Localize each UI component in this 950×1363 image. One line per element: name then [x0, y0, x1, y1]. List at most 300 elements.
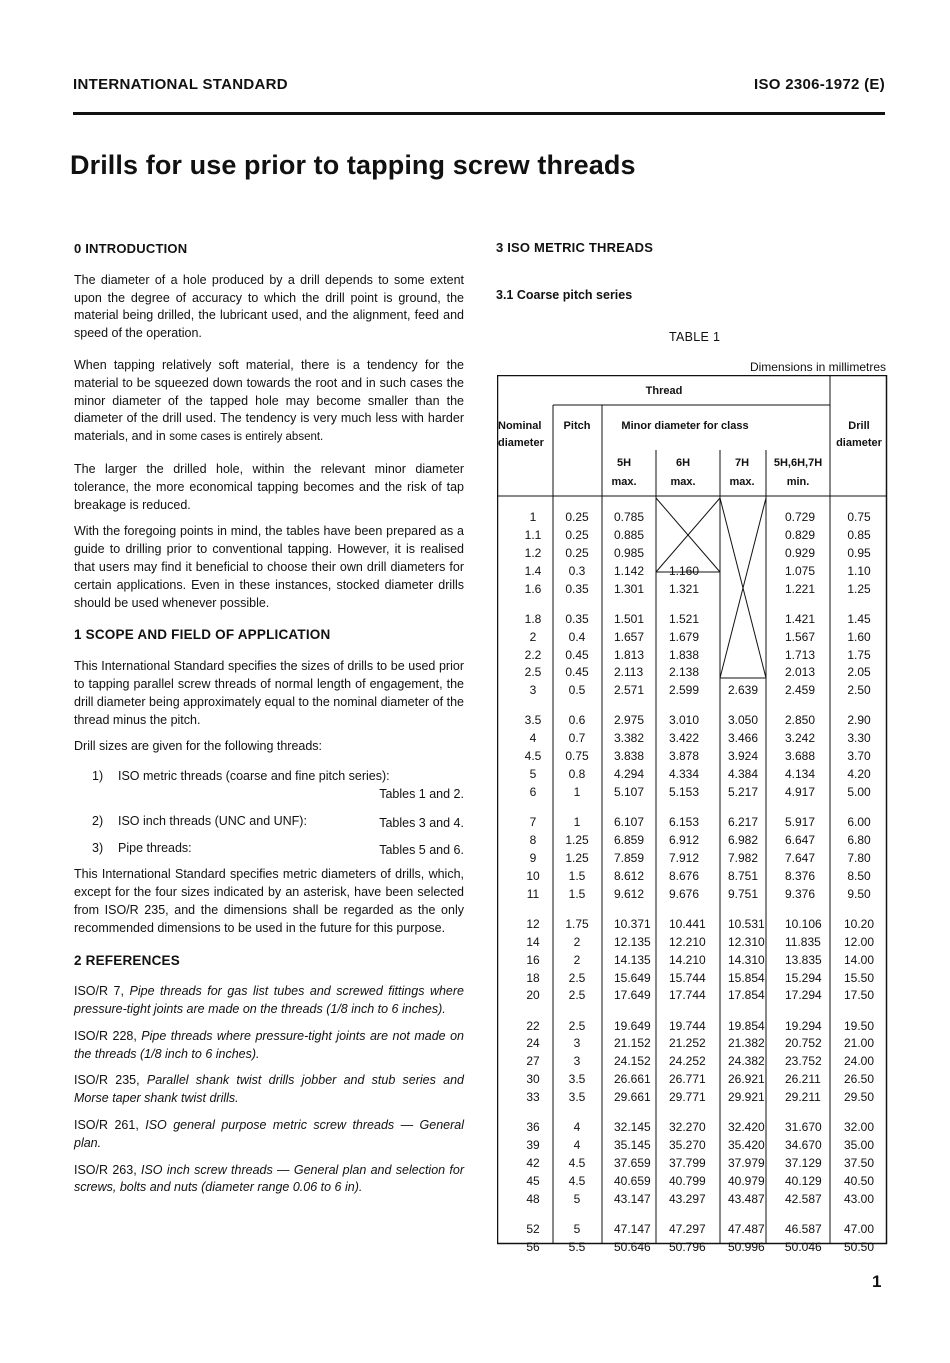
cell-6h-max: 2.599 [669, 683, 700, 698]
cell-pitch: 2.5 [568, 970, 586, 985]
cell-drill: 32.00 [843, 1120, 875, 1135]
cell-7h-max: 15.854 [728, 970, 765, 985]
reference-item [74, 1162, 464, 1198]
cell-nominal: 52 [526, 1221, 540, 1236]
cell-drill: 47.00 [843, 1221, 875, 1236]
cell-nominal: 4 [529, 731, 537, 746]
cell-6h-max: 29.771 [669, 1090, 706, 1105]
cell-nominal: 1.1 [524, 527, 542, 542]
cell-pitch: 2.5 [568, 988, 586, 1003]
cell-pitch: 0.25 [565, 545, 589, 560]
cell-nominal: 33 [526, 1090, 540, 1105]
cell-6h-max: 7.912 [669, 850, 700, 865]
cell-5h-max: 0.985 [614, 545, 645, 560]
reference-title: Pipe threads where pressure-tight joints are not made on the threads (1/8 inch to 6 inches). [74, 1028, 464, 1061]
cell-6h-max: 24.252 [669, 1054, 706, 1069]
cell-6h-max: 3.010 [669, 713, 700, 728]
cell-5h-max: 40.659 [614, 1173, 651, 1188]
cell-nominal: 2.2 [524, 647, 542, 662]
cell-6h-max: 35.270 [669, 1138, 706, 1153]
cell-7h-max: 8.751 [728, 868, 759, 883]
cell-5h-max: 8.612 [614, 868, 645, 883]
cell-nominal: 14 [526, 934, 540, 949]
list-item-number: 1) [92, 769, 104, 784]
cell-pitch: 0.45 [565, 665, 589, 680]
cell-5h-max: 10.371 [614, 916, 651, 931]
cell-pitch: 0.35 [565, 581, 589, 596]
scope-paragraph-1: This International Standard specifies the sizes of drills to be used prior to tapping parallel screw threads of normal length of engagement, the drill diameter being approximately equal to the nominal diameter of the thread minus the pitch. [74, 659, 464, 727]
cell-min: 23.752 [785, 1054, 822, 1069]
cell-pitch: 0.35 [565, 611, 589, 626]
header-minor-diameter: Minor diameter for class [621, 420, 749, 432]
cell-6h-max: 8.676 [669, 868, 700, 883]
cell-6h-max: 2.138 [669, 665, 700, 680]
cell-6h-max: 26.771 [669, 1072, 706, 1087]
cell-nominal: 1.4 [524, 563, 542, 578]
cell-drill: 37.50 [843, 1156, 875, 1170]
cell-min: 4.917 [785, 785, 816, 799]
cell-min: 5.917 [785, 815, 816, 830]
cell-5h-max: 32.145 [614, 1120, 651, 1135]
cell-nominal: 9 [529, 850, 537, 865]
cell-min: 20.752 [785, 1036, 822, 1051]
header-rule [73, 112, 885, 115]
cell-7h-max: 47.487 [728, 1221, 765, 1236]
header-min-label: min. [786, 476, 810, 488]
cell-nominal: 12 [526, 916, 540, 931]
cell-pitch: 5 [573, 1221, 581, 1236]
metric-threads-heading: 3 ISO METRIC THREADS [496, 240, 654, 255]
cell-pitch: 1 [573, 785, 581, 799]
cell-pitch: 3.5 [568, 1072, 586, 1087]
cell-6h-max: 43.297 [669, 1191, 706, 1206]
cell-5h-max: 1.813 [614, 647, 645, 662]
thread-list [74, 768, 464, 857]
cell-drill: 14.00 [843, 952, 875, 967]
cell-5h-max: 1.301 [614, 581, 645, 596]
dimensions-note: Dimensions in millimetres [749, 360, 886, 374]
drill-size-table [497, 375, 888, 1254]
cell-5h-max: 14.135 [614, 952, 651, 967]
cell-7h-max: 6.217 [728, 815, 759, 830]
cell-7h-max: 32.420 [728, 1120, 765, 1135]
reference-title: ISO inch screw threads — General plan and selection for screws, bolts and nuts (diameter range 0.06 to 6 in). [74, 1162, 464, 1195]
cell-pitch: 4 [573, 1120, 581, 1135]
cell-drill: 1.45 [847, 611, 871, 626]
cell-drill: 2.90 [847, 713, 871, 728]
cell-nominal: 18 [526, 970, 540, 985]
reference-code: ISO/R 228, [74, 1028, 137, 1043]
cell-6h-max: 40.799 [669, 1173, 706, 1188]
cell-drill: 0.75 [847, 510, 871, 524]
cell-7h-max: 24.382 [728, 1054, 765, 1069]
intro-paragraph-4: With the foregoing points in mind, the tables have been prepared as a guide to drilling prior to conventional tapping. However, it is realised that users may find it beneficial to choose their own drill diameters for certain applications. Even in these instances, stocked diameter drills should be used whenever possible. [74, 524, 464, 610]
table-border [498, 376, 887, 1244]
cell-drill: 5.00 [847, 785, 871, 799]
cell-6h-max: 4.334 [669, 767, 700, 782]
cell-min: 13.835 [785, 952, 822, 967]
scope-paragraph-2: Drill sizes are given for the following threads: [74, 739, 323, 754]
cell-min: 1.075 [785, 563, 816, 578]
cell-drill: 26.50 [843, 1072, 875, 1087]
cell-nominal: 45 [526, 1173, 540, 1188]
cell-6h-max: 19.744 [669, 1018, 706, 1033]
cell-nominal: 2 [529, 629, 537, 644]
cell-pitch: 4 [573, 1138, 581, 1153]
cell-5h-max: 1.142 [614, 563, 645, 578]
cell-pitch: 5.5 [568, 1239, 586, 1254]
cell-nominal: 5 [529, 767, 537, 782]
cell-nominal: 16 [526, 952, 540, 967]
cell-5h-max: 5.107 [614, 785, 645, 799]
cell-nominal: 2.5 [524, 665, 542, 680]
page-number: 1 [872, 1272, 882, 1291]
cell-6h-max: 50.796 [669, 1239, 706, 1254]
cell-6h-max: 1.679 [669, 629, 700, 644]
reference-item [74, 1072, 464, 1108]
cell-nominal: 6 [529, 785, 537, 799]
cell-5h-max: 4.294 [614, 767, 645, 782]
cell-min: 15.294 [785, 970, 822, 985]
cell-7h-max: 3.050 [728, 713, 759, 728]
cell-5h-max: 9.612 [614, 886, 645, 901]
cell-drill: 9.50 [847, 886, 871, 901]
cell-7h-max: 50.996 [728, 1239, 765, 1254]
header-drill: Drill [848, 420, 870, 432]
cell-drill: 17.50 [843, 988, 875, 1003]
cell-6h-max: 1.521 [669, 611, 700, 626]
cell-5h-max: 15.649 [614, 970, 651, 985]
cell-6h-max: 17.744 [669, 988, 706, 1003]
cell-pitch: 2.5 [568, 1018, 586, 1033]
reference-code: ISO/R 235, [74, 1073, 140, 1088]
header-pitch: Pitch [563, 420, 591, 432]
cell-5h-max: 2.113 [614, 665, 644, 680]
cell-pitch: 0.8 [568, 767, 586, 782]
list-item-tables: Tables 5 and 6. [379, 842, 464, 857]
intro-paragraph-2 [74, 357, 464, 447]
list-item [74, 768, 464, 804]
cell-7h-max: 43.487 [728, 1191, 765, 1206]
cell-5h-max: 35.145 [614, 1138, 651, 1153]
intro-paragraph-3: The larger the drilled hole, within the relevant minor diameter tolerance, the more economical tapping becomes and the risk of tap breakage is reduced. [74, 461, 464, 512]
cell-nominal: 1.2 [524, 545, 542, 560]
cell-min: 26.211 [785, 1072, 821, 1087]
scope-heading: 1 SCOPE AND FIELD OF APPLICATION [74, 627, 331, 643]
cell-5h-max: 1.657 [614, 629, 645, 644]
cell-6h-max: 10.441 [669, 916, 706, 931]
cell-6h-max: 21.252 [669, 1036, 706, 1051]
cell-6h-max: 14.210 [669, 952, 706, 967]
cell-min: 37.129 [785, 1156, 822, 1170]
cell-min: 10.106 [785, 916, 822, 931]
cell-7h-max: 37.979 [728, 1156, 765, 1170]
cell-drill: 50.50 [843, 1239, 875, 1254]
cell-nominal: 42 [526, 1156, 540, 1170]
cell-nominal: 56 [526, 1239, 540, 1254]
cell-7h-max: 9.751 [728, 886, 759, 901]
cell-pitch: 0.3 [568, 563, 586, 578]
header-standard-number: ISO 2306-1972 (E) [753, 76, 885, 93]
cell-7h-max: 2.639 [728, 683, 759, 698]
cell-min: 29.211 [785, 1090, 821, 1105]
cell-5h-max: 21.152 [614, 1036, 651, 1051]
cell-7h-max: 12.310 [728, 934, 765, 949]
cell-6h-max: 37.799 [669, 1156, 706, 1170]
cell-min: 0.929 [785, 545, 816, 560]
cell-5h-max: 0.785 [614, 510, 645, 524]
cell-min: 7.647 [785, 850, 816, 865]
reference-title: ISO general purpose metric screw threads — General plan. [74, 1118, 464, 1150]
cell-pitch: 0.25 [565, 527, 589, 542]
cell-5h-max: 7.859 [614, 850, 645, 865]
cell-drill: 35.00 [843, 1138, 875, 1153]
cell-pitch: 0.4 [568, 629, 586, 644]
cell-min: 0.829 [785, 527, 816, 542]
cell-pitch: 2 [573, 934, 581, 949]
cell-min: 3.242 [785, 731, 816, 746]
cell-6h-max: 5.153 [669, 785, 700, 799]
cell-6h-max: 15.744 [669, 970, 706, 985]
cell-5h-max: 19.649 [614, 1018, 651, 1033]
cell-pitch: 0.5 [568, 683, 586, 698]
cell-7h-max: 5.217 [728, 785, 759, 799]
cell-7h-max: 10.531 [728, 916, 765, 931]
cell-min: 46.587 [785, 1221, 822, 1236]
cell-min: 42.587 [785, 1191, 822, 1206]
cell-nominal: 11 [526, 886, 540, 901]
cell-5h-max: 0.885 [614, 527, 645, 542]
cell-nominal: 36 [526, 1120, 540, 1135]
reference-title: Parallel shank twist drills jobber and stub series and Morse taper shank twist drills. [74, 1073, 464, 1106]
cell-drill: 43.00 [843, 1191, 875, 1206]
header-7h: 7H [734, 457, 750, 469]
cell-pitch: 0.6 [568, 713, 586, 728]
cell-nominal: 10 [526, 868, 540, 883]
reference-item [74, 983, 464, 1019]
cell-min: 0.729 [785, 510, 816, 524]
cell-drill: 1.25 [847, 581, 871, 596]
cell-nominal: 8 [529, 833, 537, 847]
cell-drill: 21.00 [843, 1036, 875, 1051]
cell-min: 1.713 [785, 647, 816, 662]
cell-5h-max: 6.107 [614, 815, 645, 830]
header-6h: 6H [675, 457, 691, 469]
cell-nominal: 30 [526, 1072, 540, 1087]
table-caption: TABLE 1 [669, 330, 721, 344]
cell-drill: 1.75 [847, 647, 871, 662]
cell-drill: 0.85 [847, 527, 871, 542]
page-header [73, 76, 885, 98]
cell-5h-max: 37.659 [614, 1156, 651, 1170]
header-thread: Thread [645, 385, 683, 397]
cell-pitch: 0.7 [568, 731, 586, 746]
intro-paragraph-1: The diameter of a hole produced by a drill depends to some extent upon the degree of accuracy to which the drill point is ground, the material being drilled, the lubricant used, and the alignment, feed and speed of the operation. [74, 272, 464, 341]
cell-pitch: 5 [573, 1191, 581, 1206]
cell-nominal: 4.5 [524, 749, 542, 764]
cell-nominal: 24 [526, 1036, 540, 1051]
cell-7h-max: 3.466 [728, 731, 759, 746]
cell-nominal: 1 [529, 510, 537, 524]
cell-6h-max: 1.838 [669, 647, 700, 662]
cell-5h-max: 12.135 [614, 934, 651, 949]
cell-7h-max: 6.982 [728, 833, 759, 847]
page-title: Drills for use prior to tapping screw threads [70, 150, 636, 180]
intro-paragraph-2-main: When tapping relatively soft material, there is a tendency for the material to be squeezed down towards the root and in such cases the minor diameter of the tapped hole may become smaller than the diameter of the drill used. The tendency is very much less with harder materials, and in [74, 357, 464, 444]
cell-min: 1.221 [785, 581, 816, 596]
cell-drill: 10.20 [843, 916, 875, 931]
intro-heading: 0 INTRODUCTION [74, 241, 188, 256]
reference-title: Pipe threads for gas list tubes and screwed fittings where pressure-tight joints are made on the threads (1/8 inch to 6 inches). [74, 984, 464, 1017]
cell-min: 11.835 [785, 934, 821, 949]
cell-6h-max: 3.422 [669, 731, 700, 746]
list-item-tables: Tables 3 and 4. [379, 815, 464, 830]
cell-nominal: 3.5 [524, 713, 542, 728]
cell-7h-max: 14.310 [728, 952, 765, 967]
cell-5h-max: 43.147 [614, 1191, 651, 1206]
cell-7h-max: 40.979 [728, 1173, 765, 1188]
cell-pitch: 1.5 [568, 886, 586, 901]
cell-pitch: 1.25 [565, 833, 589, 847]
cell-pitch: 4.5 [568, 1156, 586, 1170]
cell-drill: 12.00 [843, 934, 875, 949]
reference-item [74, 1117, 464, 1153]
cell-pitch: 4.5 [568, 1173, 586, 1188]
reference-item [74, 1028, 464, 1064]
cell-pitch: 0.25 [565, 510, 589, 524]
cell-min: 1.421 [785, 611, 816, 626]
cell-drill: 24.00 [843, 1054, 875, 1069]
reference-code: ISO/R 7, [74, 984, 124, 999]
cell-drill: 4.20 [847, 767, 871, 782]
cell-5h-max: 50.646 [614, 1239, 651, 1254]
cell-pitch: 0.75 [565, 749, 589, 764]
list-item-number: 3) [92, 840, 104, 855]
header-7h-max: max. [729, 476, 755, 488]
list-item-number: 2) [92, 813, 104, 828]
cell-5h-max: 2.975 [614, 713, 645, 728]
cell-pitch: 1.25 [565, 850, 589, 865]
cell-min: 3.688 [785, 749, 816, 764]
header-standard-label: INTERNATIONAL STANDARD [73, 76, 288, 93]
header-5h-max: max. [611, 476, 637, 488]
cell-5h-max: 2.571 [614, 683, 645, 698]
cell-pitch: 3 [573, 1036, 581, 1051]
cell-7h-max: 29.921 [728, 1090, 765, 1105]
list-item [74, 813, 464, 831]
cell-6h-max: 9.676 [669, 886, 700, 901]
cell-nominal: 27 [526, 1054, 540, 1069]
cell-5h-max: 29.661 [614, 1090, 651, 1105]
cell-drill: 7.80 [847, 850, 871, 865]
cell-drill: 19.50 [843, 1018, 875, 1033]
cell-7h-max: 26.921 [728, 1072, 765, 1087]
cell-pitch: 0.45 [565, 647, 589, 662]
cell-pitch: 3 [573, 1054, 581, 1069]
reference-code: ISO/R 261, [74, 1118, 139, 1133]
header-5h: 5H [616, 457, 632, 469]
cell-nominal: 1.6 [524, 581, 542, 596]
list-item-text: ISO inch threads (UNC and UNF): [118, 813, 307, 828]
cell-5h-max: 24.152 [614, 1054, 651, 1069]
cell-drill: 3.30 [847, 731, 871, 746]
cell-5h-max: 3.838 [614, 749, 645, 764]
header-6h-max: max. [670, 476, 696, 488]
list-item-text: Pipe threads: [118, 840, 192, 855]
intro-paragraph-2-end: some cases is entirely absent. [169, 431, 324, 444]
cell-7h-max: 21.382 [728, 1036, 765, 1051]
cell-min: 34.670 [785, 1138, 822, 1153]
cell-5h-max: 6.859 [614, 833, 645, 847]
cell-5h-max: 1.501 [614, 611, 645, 626]
cell-pitch: 1.75 [565, 916, 589, 931]
cell-drill: 15.50 [843, 970, 875, 985]
cell-7h-max: 4.384 [728, 767, 759, 782]
reference-code: ISO/R 263, [74, 1162, 137, 1177]
cell-7h-max: 3.924 [728, 749, 759, 764]
cell-nominal: 22 [526, 1018, 540, 1033]
cell-5h-max: 17.649 [614, 988, 651, 1003]
cell-nominal: 3 [529, 683, 537, 698]
cell-drill: 29.50 [843, 1090, 875, 1105]
cell-drill: 40.50 [843, 1173, 875, 1188]
cell-pitch: 2 [573, 952, 581, 967]
cell-drill: 6.00 [847, 815, 871, 830]
cell-5h-max: 3.382 [614, 731, 645, 746]
cell-nominal: 1.8 [524, 611, 542, 626]
cell-7h-max: 7.982 [728, 850, 759, 865]
cell-6h-max: 6.912 [669, 833, 700, 847]
cell-7h-max: 35.420 [728, 1138, 765, 1153]
cell-min: 2.013 [785, 665, 816, 680]
cell-drill: 2.05 [847, 665, 871, 680]
cell-drill: 3.70 [847, 749, 871, 764]
cell-6h-max: 1.321 [669, 581, 700, 596]
cell-min: 50.046 [785, 1239, 822, 1254]
cell-min: 4.134 [785, 767, 816, 782]
list-item [74, 840, 464, 858]
cell-6h-max: 6.153 [669, 815, 700, 830]
references-heading: 2 REFERENCES [74, 952, 180, 968]
cell-drill: 6.80 [847, 833, 871, 847]
cell-min: 1.567 [785, 629, 816, 644]
header-nominal-2: diameter [498, 437, 544, 449]
cell-6h-max: 12.210 [669, 934, 706, 949]
cell-min: 2.459 [785, 683, 816, 698]
header-min: 5H,6H,7H [773, 457, 823, 469]
cell-drill: 2.50 [847, 683, 871, 698]
cell-5h-max: 26.661 [614, 1072, 651, 1087]
cell-nominal: 48 [526, 1191, 540, 1206]
cell-pitch: 1.5 [568, 868, 586, 883]
cell-pitch: 3.5 [568, 1090, 586, 1105]
cell-nominal: 20 [526, 988, 540, 1003]
cell-drill: 8.50 [847, 868, 871, 883]
cell-drill: 1.60 [847, 629, 871, 644]
list-item-tables: Tables 1 and 2. [379, 786, 464, 801]
cell-min: 9.376 [785, 886, 816, 901]
cell-min: 6.647 [785, 833, 816, 847]
cell-6h-max: 47.297 [669, 1221, 706, 1236]
list-item-text: ISO metric threads (coarse and fine pitch series): [118, 769, 390, 784]
cell-5h-max: 47.147 [614, 1221, 651, 1236]
cell-6h-max: 32.270 [669, 1120, 706, 1135]
cell-min: 19.294 [785, 1018, 822, 1033]
cell-min: 8.376 [785, 868, 816, 883]
cell-6h-max: 1.160 [669, 563, 700, 578]
cell-drill: 0.95 [847, 545, 871, 560]
coarse-pitch-subheading: 3.1 Coarse pitch series [496, 288, 633, 302]
